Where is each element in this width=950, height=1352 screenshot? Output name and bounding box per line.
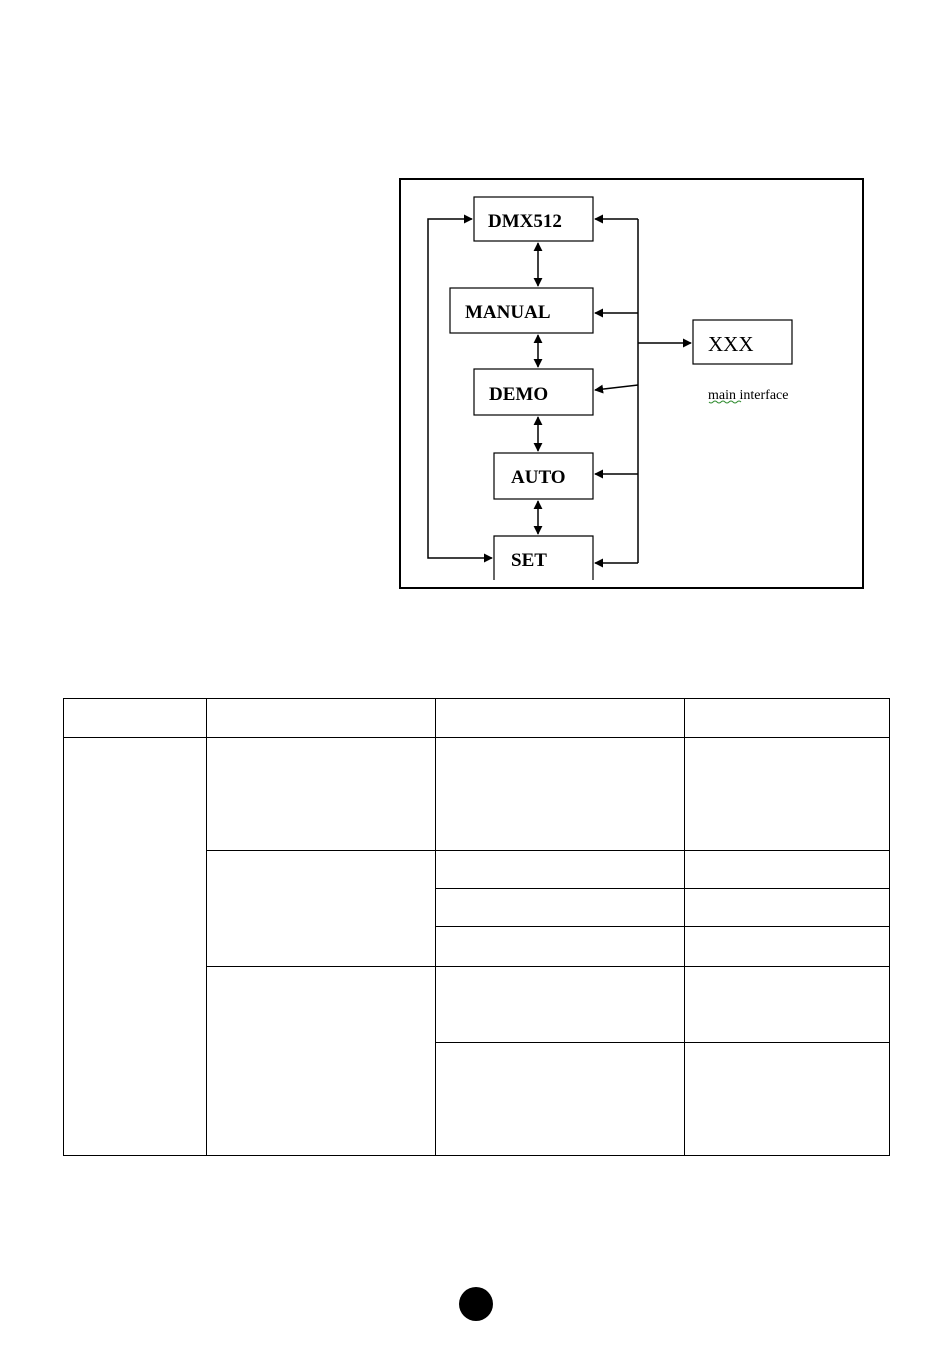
table-cell [207,738,436,851]
auto-label: AUTO [511,467,566,488]
table-cell [685,927,890,967]
caption-word-interface: interface [736,388,789,403]
table-cell [685,889,890,927]
table-cell [685,738,890,851]
table-cell [64,699,207,738]
table-cell [207,967,436,1156]
table-cell [436,889,685,927]
table-header-row [64,699,890,738]
manual-label: MANUAL [465,302,551,323]
page-number-dot [459,1287,493,1321]
table-cell [436,851,685,889]
table-cell [207,699,436,738]
table-cell [436,738,685,851]
xxx-label: XXX [708,332,754,356]
table-cell [436,967,685,1043]
set-label: SET [511,550,547,571]
table-cell [64,738,207,1156]
caption-word-main: main [708,388,736,403]
table-cell [207,851,436,967]
settings-table [63,698,890,1156]
demo-label: DEMO [489,384,549,405]
dmx512-label: DMX512 [488,211,562,232]
table-row [64,738,890,851]
main-interface-caption [708,388,788,403]
table-cell [685,851,890,889]
bus-to-demo [595,385,638,390]
table-cell [685,699,890,738]
table-cell [685,967,890,1043]
table-cell [436,927,685,967]
table-cell [436,699,685,738]
table-cell [436,1043,685,1156]
table-cell [685,1043,890,1156]
